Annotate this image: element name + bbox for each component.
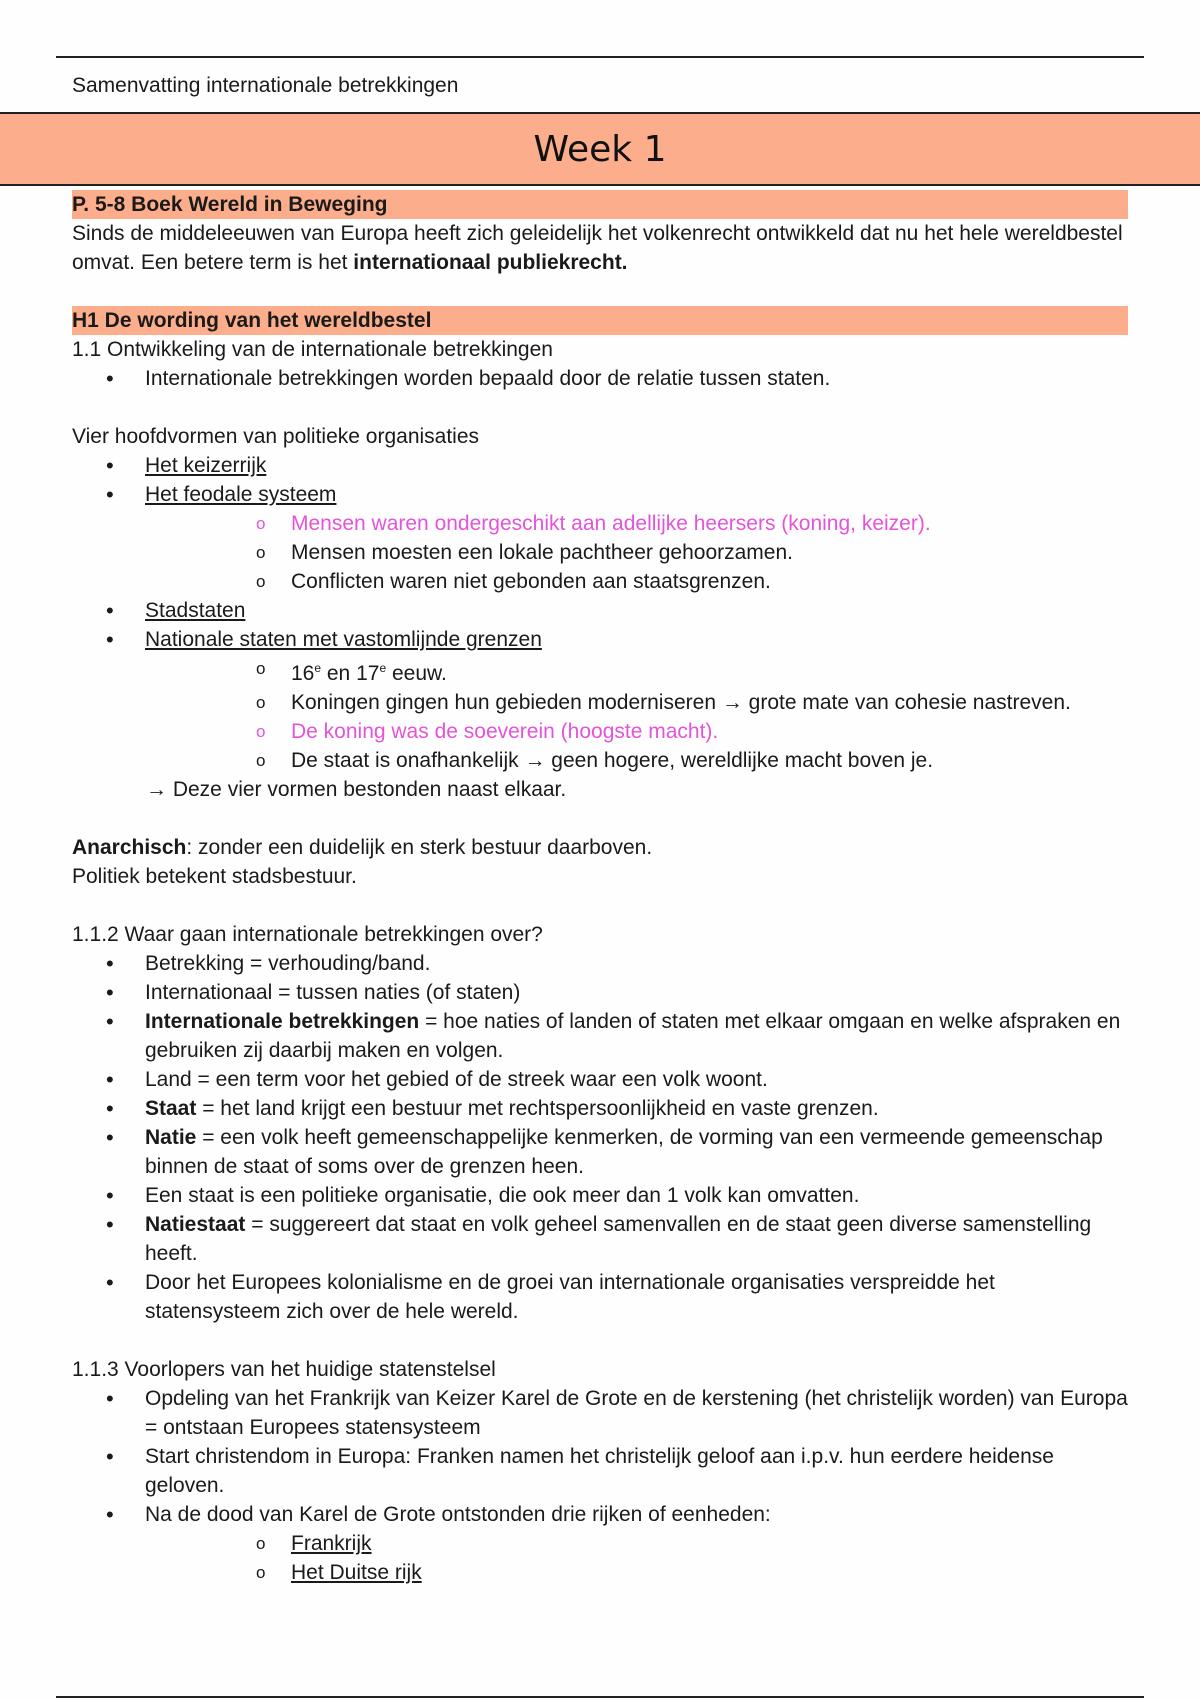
naast-elkaar-note: → Deze vier vormen bestonden naast elkaar.	[146, 778, 567, 801]
list-item: • Internationaal = tussen naties (of staten)	[72, 978, 1128, 1007]
header-rule	[56, 56, 1144, 58]
footer-rule	[56, 1696, 1144, 1698]
section-heading-h1: H1 De wording van het wereldbestel	[72, 306, 1128, 335]
list-1-1-2	[72, 949, 1128, 1326]
section-heading-boek: P. 5-8 Boek Wereld in Beweging	[72, 190, 1128, 219]
list-item: • Natie = een volk heeft gemeenschappelijke kenmerken, de vorming van een vermeende gemeenschap binnen de staat of soms over de grenzen heen.	[72, 1123, 1128, 1181]
feodaal-sublist	[145, 509, 1128, 596]
anarchisch-definition: Anarchisch: zonder een duidelijk en sterk bestuur daarboven.	[72, 836, 653, 859]
list-item: • Start christendom in Europa: Franken namen het christelijk geloof aan i.p.v. hun eerdere heidense geloven.	[72, 1442, 1128, 1500]
list-item: • Nationale staten met vastomlijnde grenzen o 16e en 17e eeuw. o Koningen gingen hun gebieden moderniseren → grote mate van cohesie nastreven. o De koning was de soeverein (hoogste macht). o De staat is onafhankelijk → geen hogere, wereldlijke macht boven je.	[72, 625, 1128, 775]
list-item: • Land = een term voor het gebied of de streek waar een volk woont.	[72, 1065, 1128, 1094]
sub-list-item: o Het Duitse rijk	[145, 1558, 1128, 1587]
list-item: • Betrekking = verhouding/band.	[72, 949, 1128, 978]
running-header: Samenvatting internationale betrekkingen	[72, 74, 459, 97]
vormen-list	[72, 451, 1128, 775]
sub-list-item: o Koningen gingen hun gebieden moderniseren → grote mate van cohesie nastreven.	[145, 688, 1128, 717]
politiek-definition: Politiek betekent stadsbestuur.	[72, 865, 357, 888]
list-item: • Na de dood van Karel de Grote ontstonden drie rijken of eenheden: o Frankrijk o Het Duitse rijk	[72, 1500, 1128, 1587]
week-title: Week 1	[533, 128, 667, 170]
rijken-sublist	[145, 1529, 1128, 1587]
boek-paragraph: Sinds de middeleeuwen van Europa heeft zich geleidelijk het volkenrecht ontwikkeld dat nu het hele wereldbestel omvat. Een betere term is het internationaal publiekrecht.	[72, 222, 1123, 274]
sub-list-item: o 16e en 17e eeuw.	[145, 654, 1128, 688]
document-body	[72, 190, 1128, 1587]
nationale-staten-sublist	[145, 654, 1128, 775]
sub-list-item: o Mensen moesten een lokale pachtheer gehoorzamen.	[145, 538, 1128, 567]
sub-list-item: o De staat is onafhankelijk → geen hogere, wereldlijke macht boven je.	[145, 746, 1128, 775]
list-item: • Een staat is een politieke organisatie, die ook meer dan 1 volk kan omvatten.	[72, 1181, 1128, 1210]
subheading-1-1-2: 1.1.2 Waar gaan internationale betrekkingen over?	[72, 923, 543, 946]
list-item: • Stadstaten	[72, 596, 1128, 625]
list-1-1-3	[72, 1384, 1128, 1587]
vier-vormen-intro: Vier hoofdvormen van politieke organisaties	[72, 425, 480, 448]
list-item: • Natiestaat = suggereert dat staat en volk geheel samenvallen en de staat geen diverse samenstelling heeft.	[72, 1210, 1128, 1268]
list-1-1	[72, 364, 1128, 393]
subheading-1-1-3: 1.1.3 Voorlopers van het huidige statenstelsel	[72, 1358, 496, 1381]
week-banner	[0, 112, 1200, 186]
list-item: • Internationale betrekkingen = hoe naties of landen of staten met elkaar omgaan en welke afspraken en gebruiken zij daarbij maken en volgen.	[72, 1007, 1128, 1065]
sub-list-item: o Frankrijk	[145, 1529, 1128, 1558]
list-item: • Door het Europees kolonialisme en de groei van internationale organisaties verspreidde het statensysteem zich over de hele wereld.	[72, 1268, 1128, 1326]
list-item: • Internationale betrekkingen worden bepaald door de relatie tussen staten.	[72, 364, 1128, 393]
sub-list-item: o Conflicten waren niet gebonden aan staatsgrenzen.	[145, 567, 1128, 596]
list-item: • Staat = het land krijgt een bestuur met rechtspersoonlijkheid en vaste grenzen.	[72, 1094, 1128, 1123]
subheading-1-1: 1.1 Ontwikkeling van de internationale betrekkingen	[72, 338, 553, 361]
sub-list-item: o De koning was de soeverein (hoogste macht).	[145, 717, 1128, 746]
sub-list-item: o Mensen waren ondergeschikt aan adellijke heersers (koning, keizer).	[145, 509, 1128, 538]
list-item: • Opdeling van het Frankrijk van Keizer Karel de Grote en de kerstening (het christelijk worden) van Europa = ontstaan Europees statensysteem	[72, 1384, 1128, 1442]
boek-bold-term: internationaal publiekrecht.	[353, 251, 628, 274]
list-item: • Het keizerrijk	[72, 451, 1128, 480]
list-item: • Het feodale systeem o Mensen waren ondergeschikt aan adellijke heersers (koning, keizer). o Mensen moesten een lokale pachtheer gehoorzamen. o Conflicten waren niet gebonden aan staatsgrenzen.	[72, 480, 1128, 596]
